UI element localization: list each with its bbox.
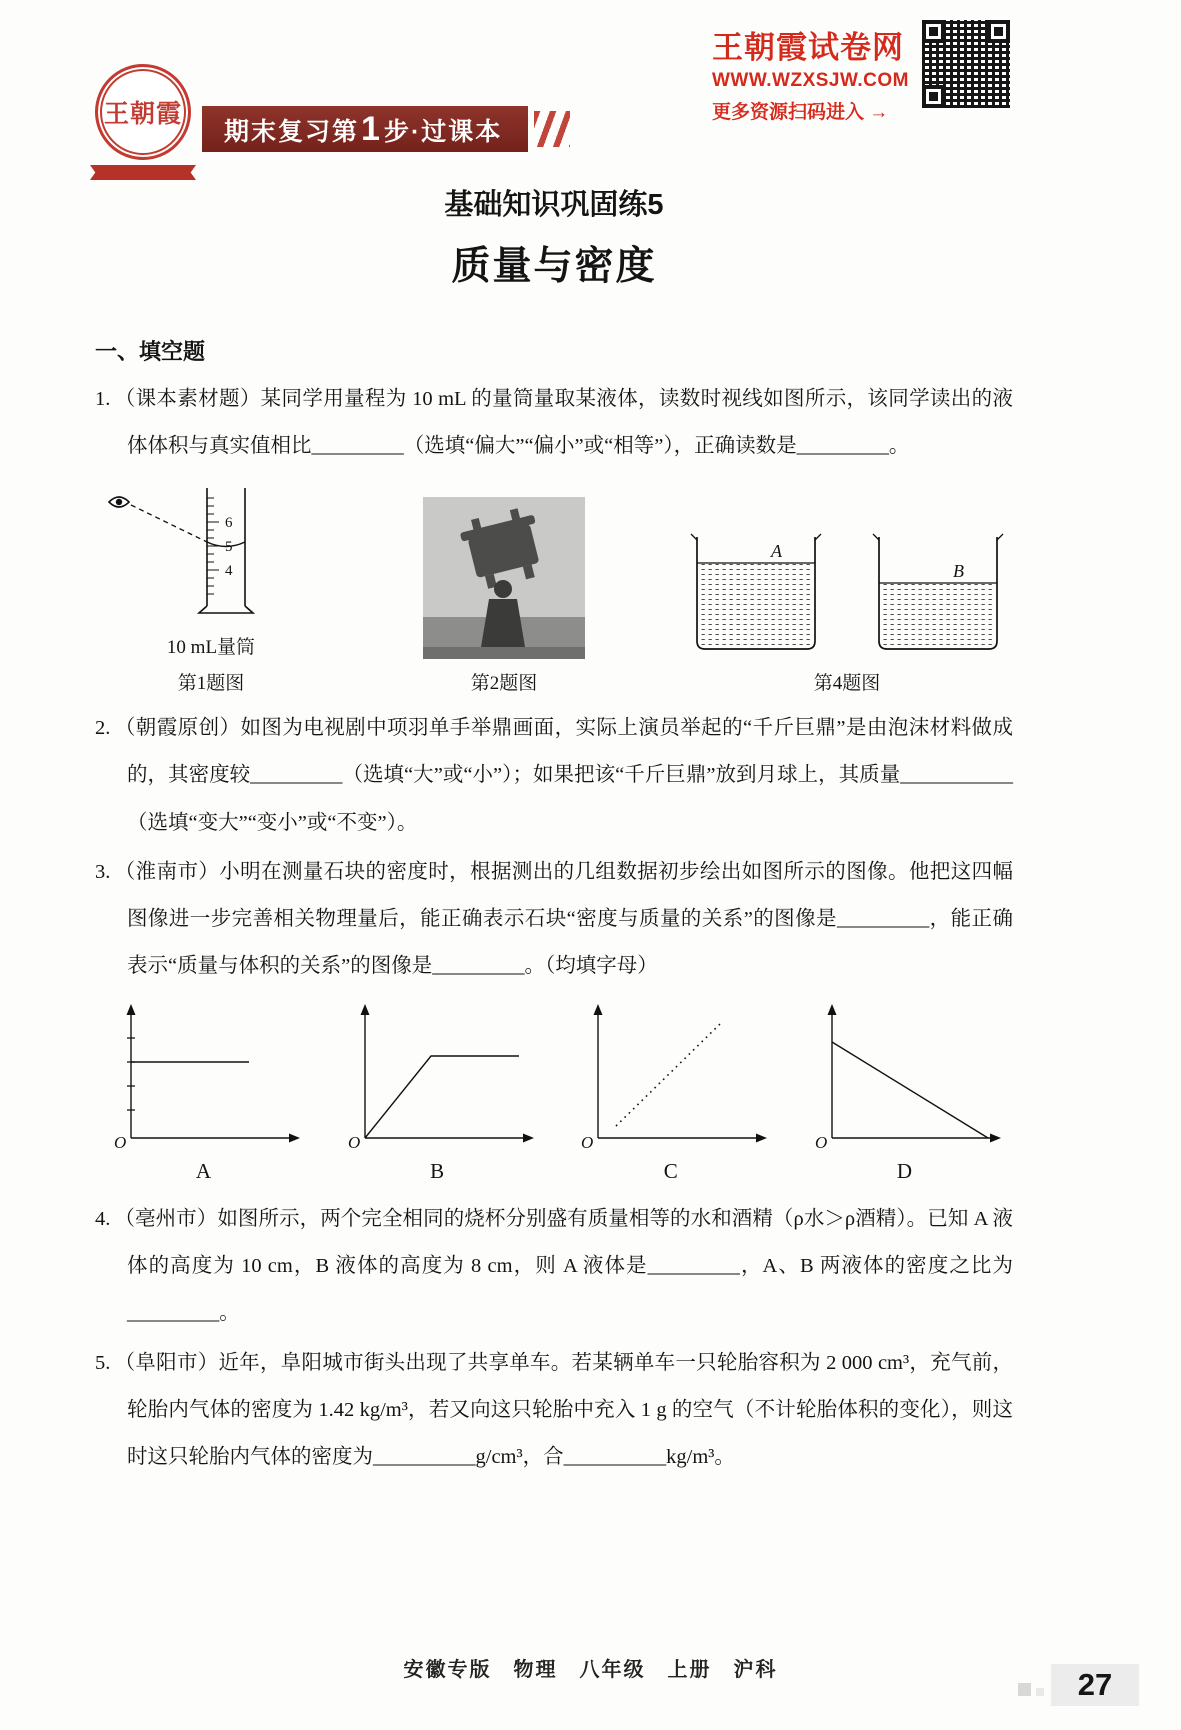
brand-seal xyxy=(86,64,200,180)
step-banner-text-pre: 期末复习第 xyxy=(224,118,360,146)
origin-label: O xyxy=(114,1133,127,1149)
figure-q1 xyxy=(101,480,321,695)
graph-row xyxy=(95,992,1013,1184)
liquid-label-a: A xyxy=(771,541,782,562)
graph-option-b xyxy=(335,998,540,1184)
practice-title: 基础知识巩固练5 xyxy=(444,189,664,221)
graph-option-c xyxy=(568,998,773,1184)
question-number: 3. xyxy=(95,860,111,883)
cylinder-label: 10 mL量筒 xyxy=(166,637,256,659)
question-1 xyxy=(95,376,1013,470)
seal-circle xyxy=(95,64,191,160)
origin-label: O xyxy=(347,1133,360,1149)
liquid-label-b: B xyxy=(953,561,964,582)
origin-label: O xyxy=(814,1133,828,1149)
question-number: 4. xyxy=(95,1208,111,1231)
question-text: （课本素材题）某同学用量程为 10 mL 的量筒量取某液体，读数时视线如图所示，该同学读出的液体体积与真实值相比_________（选填“偏大”“偏小”或“相等”），正确读数是_________。 xyxy=(114,388,1013,458)
graph-curve xyxy=(832,1042,988,1138)
site-info xyxy=(712,22,918,124)
question-2 xyxy=(95,705,1013,846)
worksheet-content xyxy=(95,182,1013,1483)
figure-caption: 第1题图 xyxy=(177,673,245,695)
sight-line xyxy=(131,505,207,542)
section-heading: 一、填空题 xyxy=(95,339,206,364)
beakers-figure xyxy=(687,527,1007,659)
graph-letter: A xyxy=(195,1159,212,1184)
question-number: 2. xyxy=(95,717,111,740)
graph-letter: B xyxy=(430,1159,445,1184)
beaker-b xyxy=(873,534,1003,649)
seal-brand-text: 王朝霞 xyxy=(103,101,182,128)
qr-finder-icon xyxy=(987,20,1010,43)
beaker-a xyxy=(691,534,821,649)
site-url: WWW.WZXSJW.COM xyxy=(712,70,909,91)
question-4 xyxy=(95,1196,1013,1337)
site-brand: 王朝霞试卷网 xyxy=(712,30,904,65)
page-title: 质量与密度 xyxy=(451,245,657,288)
graph-d-svg xyxy=(802,998,1007,1148)
graph-option-d xyxy=(802,998,1007,1184)
question-text: （阜阳市）近年，阜阳城市街头出现了共享单车。若某辆单车一只轮胎容积为 2 000 cm³，充气前，轮胎内气体的密度为 1.42 kg/m³，若又向这只轮胎中充入 1 g 的空气（不计轮胎体积的变化），则这时这只轮胎内气体的密度为__________g/cm³，合__________kg/m³。 xyxy=(114,1351,1013,1468)
scale-tick-label: 4 xyxy=(225,563,233,580)
graph-letter: D xyxy=(896,1159,913,1184)
seal-ribbon xyxy=(90,165,196,180)
question-number: 1. xyxy=(95,388,111,410)
graph-c-svg xyxy=(568,998,773,1148)
measuring-cylinder-figure xyxy=(101,480,321,630)
page-number: 27 xyxy=(1051,1664,1139,1706)
question-text: （亳州市）如图所示，两个完全相同的烧杯分别盛有质量相等的水和酒精（ρ水＞ρ酒精）。已知 A 液体的高度为 10 cm，B 液体的高度为 8 cm，则 A 液体是_________，A、B 两液体的密度之比为_________。 xyxy=(114,1208,1013,1325)
figure-q2 xyxy=(423,497,585,695)
scale-tick-label: 6 xyxy=(225,515,233,532)
figure-caption: 第2题图 xyxy=(470,673,538,695)
ding-photo-figure xyxy=(423,497,585,659)
graph-curve xyxy=(616,1024,720,1126)
question-5 xyxy=(95,1340,1013,1481)
qr-finder-icon xyxy=(922,20,945,43)
eye-icon xyxy=(109,497,129,507)
question-text: （朝霞原创）如图为电视剧中项羽单手举鼎画面，实际上演员举起的“千斤巨鼎”是由泡沫材料做成的，其密度较_________（选填“大”或“小”）；如果把该“千斤巨鼎”放到月球上，其质量___________（选填“变大”“变小”或“不变”）。 xyxy=(114,717,1013,834)
figure-q4 xyxy=(687,527,1007,695)
graph-option-a xyxy=(101,998,306,1184)
question-text: （淮南市）小明在测量石块的密度时，根据测出的几组数据初步绘出如图所示的图像。他把这四幅图像进一步完善相关物理量后，能正确表示石块“密度与质量的关系”的图像是_________，能正确表示“质量与体积的关系”的图像是_________。（均填字母） xyxy=(114,860,1013,977)
step-banner-text-post: 步·过课本 xyxy=(383,118,503,146)
site-tagline: 更多资源扫码进入 → xyxy=(712,102,889,123)
page-number-block xyxy=(1018,1664,1139,1706)
graph-letter: C xyxy=(663,1159,678,1184)
step-banner-number: 1 xyxy=(361,110,382,148)
graph-b-svg xyxy=(335,998,540,1148)
graph-a-svg xyxy=(101,998,306,1148)
qr-code xyxy=(922,20,1010,108)
scale-tick-label: 5 xyxy=(225,539,233,556)
footer-edition-line: 安徽专版 物理 八年级 上册 沪科 xyxy=(403,1659,778,1681)
qr-finder-icon xyxy=(922,85,945,108)
question-3 xyxy=(95,849,1013,990)
figure-row xyxy=(95,472,1013,695)
graph-curve xyxy=(365,1056,519,1138)
figure-caption: 第4题图 xyxy=(813,673,881,695)
step-banner xyxy=(202,106,528,152)
origin-label: O xyxy=(581,1133,594,1149)
page-number-decoration xyxy=(1018,1683,1044,1706)
question-number: 5. xyxy=(95,1351,111,1374)
